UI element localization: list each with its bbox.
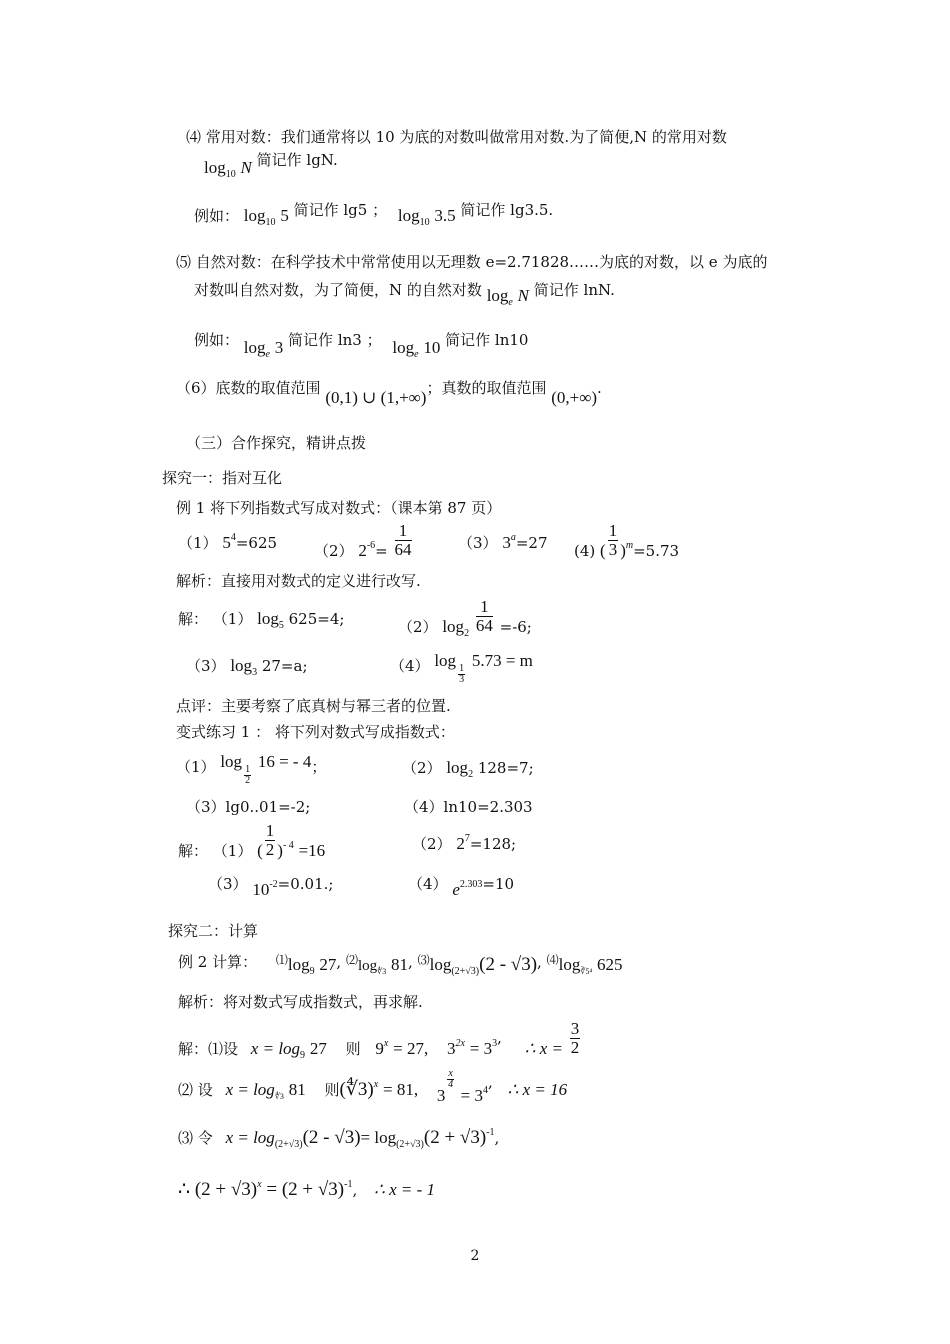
solution2-item3-line2: ∴ $(2 + √3)^x = (2 + √3)^{-1}$, ∴ x = - 1 xyxy=(178,1179,436,1200)
solution1-item3: （3） $\log_3 27=a$; xyxy=(186,656,308,678)
variant1-sol4: （4） e2.303=10 xyxy=(408,875,515,899)
solution1-item2: （2） $\log_2$ $\frac{1}{64}$ =-6; xyxy=(398,597,532,639)
example1-item2: （2） $2_{-6}=$ $\frac{1}{64}$ xyxy=(314,521,412,560)
page-number: 2 xyxy=(470,1248,480,1264)
variant1-title: 变式练习 1 ： 将下列对数式写成指数式： xyxy=(176,723,455,741)
solution2-item1: 解：⑴设 $x = \log_9 27$ 则 $9_x = 27$, $3_{2x} = 3_3$, ∴ x = $\frac{3}{2}$ xyxy=(178,1019,580,1061)
section4-line xyxy=(186,127,727,147)
section4-formula: $\log_{10} N$ 简记作 lgN. xyxy=(204,151,338,180)
comment1: 点评：主要考察了底真树与幂三者的位置. xyxy=(176,697,451,715)
example1-title: 例 1 将下列指数式写成对数式：（课本第 87 页） xyxy=(176,499,502,517)
variant1-item4: （4）ln10=2.303 xyxy=(404,798,533,816)
variant1-sol3: （3） 10-2=0.01.; xyxy=(208,875,334,899)
solution2-item3: ⑶ 令 $x = \log_{(2+√3)}(2 - √3)= \log_{(2+√3)}(2 + √3)^{-1}$, xyxy=(178,1127,500,1150)
solution1-line1: 解： （1） $\log_5 625=4$; xyxy=(178,609,345,631)
section4-label: ⑷ xyxy=(186,128,202,146)
example4-line: 例如： $\log_{10} 5$ 简记作 lg5 ； $\log_{10} 3.5$ 简记作 lg3.5. xyxy=(194,201,554,228)
section6-line: （6）底数的取值范围 (0,1) ∪ (1,+∞)；真数的取值范围 (0,+∞). xyxy=(176,379,602,407)
variant1-sol2: （2） $2^7=128$; xyxy=(412,833,517,853)
example2-questions: 例 2 计算： $^⑴\log_9$ 27, $^⑵\log_{∜3}$ 81, $^⑶\log_{(2+√3)}(2 - √3)$, $^⑷\log_{∛5^4}$ 625 xyxy=(178,953,623,977)
section5-line2: 对数叫自然对数，为了简便，N 的自然对数 $\log_e N$ 简记作 lnN. xyxy=(194,281,615,308)
example1-item4: (4) ( $\frac{1}{3}$ )$_m=5.73$ xyxy=(574,521,680,560)
variant1-item3: （3）lg0..01=-2; xyxy=(186,798,311,816)
explore1-title: 探究一：指对互化 xyxy=(162,469,283,487)
variant1-item2: （2） $\log_2 128=7$; xyxy=(402,758,534,780)
solution2-item2: ⑵ 设 $x = \log_{∜3} 81$ 则(∜3)x = 81, 3 $\frac{x}{4}$ = $3_4$, ∴ x = 16 xyxy=(178,1067,568,1105)
example1-item3: （3） $3^a=27$ xyxy=(458,532,548,552)
analysis2: 解析：将对数式写成指数式，再求解. xyxy=(178,993,423,1011)
variant1-sol1: 解： （1） ( $\frac{1}{2}$ )$_{- 4} =16$ xyxy=(178,821,326,860)
explore2-title: 探究二：计算 xyxy=(168,922,259,940)
example1-items: （1） $5^4=625$ xyxy=(178,532,278,552)
section5-line1: ⑸ 自然对数：在科学技术中常常使用以无理数 e=2.71828……为底的对数，以 e 为底的 xyxy=(176,253,768,271)
part3-title: （三）合作探究，精讲点拨 xyxy=(186,434,367,452)
solution1-item4: （4） log $\frac{1}{3}$ 5.73 = m xyxy=(390,651,533,685)
analysis1: 解析：直接用对数式的定义进行改写. xyxy=(176,572,421,590)
section4-text: 常用对数：我们通常将以 10 为底的对数叫做常用对数.为了简便,N 的常用对数 xyxy=(205,128,727,146)
example5-line: 例如： $\log_e 3$ 简记作 ln3 ； $\log_e 10$ 简记作 ln10 xyxy=(194,331,529,360)
variant1-item1: （1） log $\frac{1}{2}$ 16 = - 4； xyxy=(176,752,327,786)
